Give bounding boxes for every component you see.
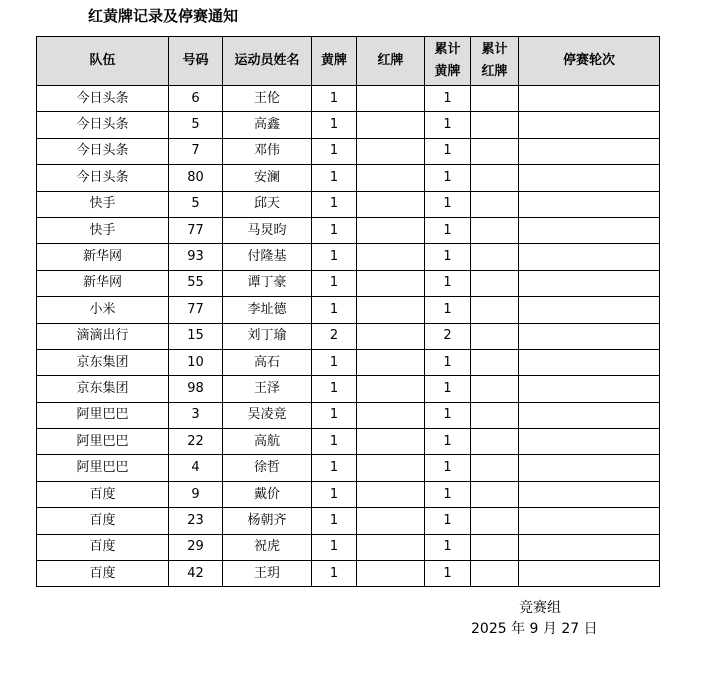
cell-number: 55 <box>169 270 223 296</box>
cell-player-name: 付隆基 <box>223 244 312 270</box>
cell-yellow-card: 1 <box>312 561 357 587</box>
cell-team: 快手 <box>37 217 169 243</box>
cell-red-card <box>357 244 425 270</box>
cell-cumulative-yellow: 1 <box>425 429 471 455</box>
cell-cumulative-red <box>471 86 519 112</box>
cell-suspension-rounds <box>519 508 660 534</box>
cell-cumulative-red <box>471 561 519 587</box>
table-row <box>37 270 660 296</box>
cell-cumulative-red <box>471 534 519 560</box>
document-title: 红黄牌记录及停赛通知 <box>88 7 239 25</box>
cell-yellow-card: 1 <box>312 376 357 402</box>
cell-yellow-card: 1 <box>312 534 357 560</box>
table-row <box>37 534 660 560</box>
cell-cumulative-yellow: 1 <box>425 112 471 138</box>
header-player-name: 运动员姓名 <box>223 37 312 86</box>
cell-cumulative-red <box>471 138 519 164</box>
cell-number: 93 <box>169 244 223 270</box>
cell-cumulative-red <box>471 112 519 138</box>
cell-cumulative-red <box>471 297 519 323</box>
cell-red-card <box>357 429 425 455</box>
cell-cumulative-red <box>471 429 519 455</box>
cell-player-name: 王玥 <box>223 561 312 587</box>
cell-cumulative-red <box>471 191 519 217</box>
cell-team: 今日头条 <box>37 138 169 164</box>
header-team: 队伍 <box>37 37 169 86</box>
cell-cumulative-yellow: 1 <box>425 561 471 587</box>
table-row <box>37 376 660 402</box>
cell-yellow-card: 1 <box>312 112 357 138</box>
cell-number: 77 <box>169 217 223 243</box>
cell-cumulative-red <box>471 244 519 270</box>
cell-suspension-rounds <box>519 429 660 455</box>
cell-cumulative-red <box>471 402 519 428</box>
cell-number: 5 <box>169 191 223 217</box>
cell-number: 98 <box>169 376 223 402</box>
table-row <box>37 217 660 243</box>
cell-yellow-card: 1 <box>312 429 357 455</box>
cell-red-card <box>357 561 425 587</box>
cell-red-card <box>357 138 425 164</box>
table-row <box>37 297 660 323</box>
cell-suspension-rounds <box>519 244 660 270</box>
cell-number: 23 <box>169 508 223 534</box>
header-yellow-card: 黄牌 <box>312 37 357 86</box>
cell-team: 今日头条 <box>37 86 169 112</box>
cell-player-name: 王伦 <box>223 86 312 112</box>
cell-player-name: 吴凌竟 <box>223 402 312 428</box>
table-row <box>37 561 660 587</box>
cell-red-card <box>357 217 425 243</box>
cell-red-card <box>357 402 425 428</box>
header-suspension-rounds: 停赛轮次 <box>519 37 660 86</box>
cell-suspension-rounds <box>519 217 660 243</box>
table-row <box>37 86 660 112</box>
cell-suspension-rounds <box>519 112 660 138</box>
cell-number: 10 <box>169 349 223 375</box>
cell-cumulative-yellow: 1 <box>425 217 471 243</box>
cell-cumulative-yellow: 1 <box>425 349 471 375</box>
cell-cumulative-red <box>471 165 519 191</box>
cell-player-name: 祝虎 <box>223 534 312 560</box>
cell-player-name: 马炅昀 <box>223 217 312 243</box>
cell-player-name: 高石 <box>223 349 312 375</box>
cell-team: 百度 <box>37 561 169 587</box>
cell-team: 新华网 <box>37 244 169 270</box>
cell-yellow-card: 2 <box>312 323 357 349</box>
cell-number: 5 <box>169 112 223 138</box>
cell-red-card <box>357 112 425 138</box>
cell-cumulative-red <box>471 217 519 243</box>
cell-team: 小米 <box>37 297 169 323</box>
table-row <box>37 429 660 455</box>
cell-red-card <box>357 508 425 534</box>
cell-yellow-card: 1 <box>312 270 357 296</box>
cell-number: 7 <box>169 138 223 164</box>
cell-player-name: 邱天 <box>223 191 312 217</box>
cell-yellow-card: 1 <box>312 481 357 507</box>
cell-yellow-card: 1 <box>312 138 357 164</box>
cell-cumulative-yellow: 2 <box>425 323 471 349</box>
header-cumulative-red-line1: 累计 <box>481 42 508 57</box>
cell-number: 4 <box>169 455 223 481</box>
cell-yellow-card: 1 <box>312 455 357 481</box>
footer-date: 2025 年 9 月 27 日 <box>471 621 598 637</box>
cell-player-name: 李址德 <box>223 297 312 323</box>
cell-player-name: 刘丁瑜 <box>223 323 312 349</box>
cell-team: 阿里巴巴 <box>37 429 169 455</box>
cell-red-card <box>357 455 425 481</box>
cell-player-name: 谭丁豪 <box>223 270 312 296</box>
cell-cumulative-yellow: 1 <box>425 402 471 428</box>
cell-team: 京东集团 <box>37 376 169 402</box>
cell-yellow-card: 1 <box>312 191 357 217</box>
cell-yellow-card: 1 <box>312 86 357 112</box>
cell-cumulative-yellow: 1 <box>425 297 471 323</box>
cell-red-card <box>357 534 425 560</box>
cell-cumulative-red <box>471 455 519 481</box>
header-cumulative-yellow <box>425 37 471 86</box>
cell-number: 9 <box>169 481 223 507</box>
cell-cumulative-yellow: 1 <box>425 508 471 534</box>
cell-red-card <box>357 86 425 112</box>
cell-yellow-card: 1 <box>312 349 357 375</box>
cell-player-name: 邓伟 <box>223 138 312 164</box>
table-row <box>37 508 660 534</box>
cell-team: 新华网 <box>37 270 169 296</box>
cell-number: 15 <box>169 323 223 349</box>
table-row <box>37 323 660 349</box>
cell-cumulative-red <box>471 323 519 349</box>
cell-red-card <box>357 481 425 507</box>
cell-number: 3 <box>169 402 223 428</box>
cell-cumulative-yellow: 1 <box>425 165 471 191</box>
table-row <box>37 402 660 428</box>
cell-suspension-rounds <box>519 138 660 164</box>
table-row <box>37 138 660 164</box>
cell-team: 百度 <box>37 534 169 560</box>
cell-suspension-rounds <box>519 376 660 402</box>
cell-cumulative-red <box>471 376 519 402</box>
cell-suspension-rounds <box>519 86 660 112</box>
cell-player-name: 高航 <box>223 429 312 455</box>
cell-team: 阿里巴巴 <box>37 402 169 428</box>
cell-suspension-rounds <box>519 455 660 481</box>
cell-team: 滴滴出行 <box>37 323 169 349</box>
table-row <box>37 481 660 507</box>
header-number: 号码 <box>169 37 223 86</box>
cell-suspension-rounds <box>519 402 660 428</box>
table-row <box>37 191 660 217</box>
cell-player-name: 戴价 <box>223 481 312 507</box>
cell-team: 今日头条 <box>37 112 169 138</box>
cell-cumulative-red <box>471 270 519 296</box>
cell-cumulative-yellow: 1 <box>425 481 471 507</box>
cell-player-name: 高鑫 <box>223 112 312 138</box>
table-row <box>37 165 660 191</box>
table-row <box>37 112 660 138</box>
cell-team: 京东集团 <box>37 349 169 375</box>
cell-yellow-card: 1 <box>312 217 357 243</box>
cell-cumulative-yellow: 1 <box>425 455 471 481</box>
cell-suspension-rounds <box>519 270 660 296</box>
cell-player-name: 杨朝齐 <box>223 508 312 534</box>
table-body <box>37 86 660 587</box>
cell-cumulative-yellow: 1 <box>425 244 471 270</box>
cell-team: 阿里巴巴 <box>37 455 169 481</box>
header-cumulative-red <box>471 37 519 86</box>
table-row <box>37 455 660 481</box>
cell-player-name: 徐哲 <box>223 455 312 481</box>
cell-player-name: 王泽 <box>223 376 312 402</box>
cell-yellow-card: 1 <box>312 244 357 270</box>
cell-suspension-rounds <box>519 165 660 191</box>
footer-organizer: 竞赛组 <box>519 600 561 616</box>
header-cumulative-yellow-line2: 黄牌 <box>434 64 461 79</box>
cell-yellow-card: 1 <box>312 297 357 323</box>
cell-team: 今日头条 <box>37 165 169 191</box>
header-cumulative-yellow-line1: 累计 <box>434 42 461 57</box>
table-header-row <box>37 37 660 86</box>
cell-team: 百度 <box>37 481 169 507</box>
cell-player-name: 安澜 <box>223 165 312 191</box>
cell-yellow-card: 1 <box>312 508 357 534</box>
cell-cumulative-red <box>471 508 519 534</box>
cell-cumulative-yellow: 1 <box>425 138 471 164</box>
table-row <box>37 244 660 270</box>
cell-suspension-rounds <box>519 349 660 375</box>
cell-red-card <box>357 270 425 296</box>
cell-cumulative-red <box>471 481 519 507</box>
cell-number: 77 <box>169 297 223 323</box>
cell-yellow-card: 1 <box>312 165 357 191</box>
cell-red-card <box>357 349 425 375</box>
cell-cumulative-yellow: 1 <box>425 376 471 402</box>
cell-number: 6 <box>169 86 223 112</box>
cell-suspension-rounds <box>519 191 660 217</box>
card-record-table <box>36 36 660 587</box>
cell-cumulative-yellow: 1 <box>425 534 471 560</box>
cell-cumulative-yellow: 1 <box>425 270 471 296</box>
header-cumulative-red-line2: 红牌 <box>481 64 508 79</box>
cell-yellow-card: 1 <box>312 402 357 428</box>
cell-cumulative-yellow: 1 <box>425 86 471 112</box>
cell-suspension-rounds <box>519 534 660 560</box>
cell-red-card <box>357 323 425 349</box>
cell-suspension-rounds <box>519 561 660 587</box>
cell-red-card <box>357 376 425 402</box>
table-row <box>37 349 660 375</box>
cell-suspension-rounds <box>519 481 660 507</box>
cell-red-card <box>357 191 425 217</box>
cell-suspension-rounds <box>519 323 660 349</box>
cell-number: 42 <box>169 561 223 587</box>
cell-red-card <box>357 297 425 323</box>
cell-number: 80 <box>169 165 223 191</box>
cell-cumulative-yellow: 1 <box>425 191 471 217</box>
cell-red-card <box>357 165 425 191</box>
header-red-card: 红牌 <box>357 37 425 86</box>
cell-number: 29 <box>169 534 223 560</box>
cell-team: 快手 <box>37 191 169 217</box>
cell-cumulative-red <box>471 349 519 375</box>
cell-number: 22 <box>169 429 223 455</box>
cell-suspension-rounds <box>519 297 660 323</box>
cell-team: 百度 <box>37 508 169 534</box>
